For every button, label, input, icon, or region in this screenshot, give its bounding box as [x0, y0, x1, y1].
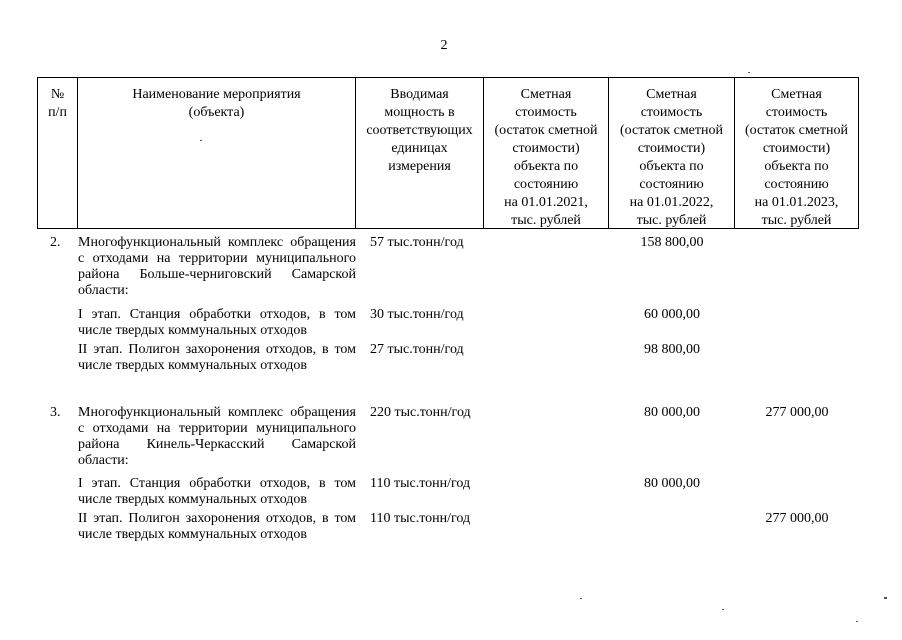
scan-speck — [884, 597, 887, 599]
header-cost-2021 — [484, 77, 609, 229]
header-name-text: Наименование мероприятия (объекта) — [132, 87, 301, 120]
header-cost-2021-text: Сметная стоимость (остаток сметной стоимости) объекта по состоянию на 01.01.2021, тыс. рублей — [494, 87, 598, 228]
header-cost-2023-text: Сметная стоимость (остаток сметной стоимости) объекта по состоянию на 01.01.2023, тыс. рублей — [745, 87, 848, 228]
header-cost-2022 — [609, 77, 735, 229]
row-cost-2022: 80 000,00 — [644, 476, 700, 491]
row-name: II этап. Полигон захоронения отходов, в том числе твердых коммунальных отходов — [78, 342, 356, 373]
header-cost-2022-text: Сметная стоимость (остаток сметной стоимости) объекта по состоянию на 01.01.2022, тыс. рублей — [620, 87, 723, 228]
row-capacity: 110 тыс.тонн/год — [370, 476, 471, 491]
row-cost-2023: 277 000,00 — [765, 511, 829, 526]
scan-speck — [722, 609, 724, 610]
scan-speck — [748, 72, 750, 73]
row-name: Многофункциональный комплекс обращения с отходами на территории муниципального района Кинель-Черкасский Самарской области: — [78, 405, 356, 468]
header-name — [78, 77, 356, 229]
header-capacity — [356, 77, 484, 229]
row-name: II этап. Полигон захоронения отходов, в том числе твердых коммунальных отходов — [78, 511, 356, 542]
header-number — [37, 77, 78, 229]
header-number-text: № п/п — [48, 87, 67, 120]
row-cost-2022: 60 000,00 — [644, 307, 700, 322]
row-capacity: 110 тыс.тонн/год — [370, 511, 471, 526]
row-capacity: 57 тыс.тонн/год — [370, 235, 464, 250]
header-cost-2023 — [735, 77, 859, 229]
row-number: 3. — [50, 405, 61, 420]
row-name: I этап. Станция обработки отходов, в том числе твердых коммунальных отходов — [78, 476, 356, 507]
row-number: 2. — [50, 235, 61, 250]
scan-speck — [856, 621, 858, 622]
scan-speck — [580, 598, 582, 599]
row-cost-2022: 158 800,00 — [640, 235, 704, 250]
row-name: I этап. Станция обработки отходов, в том числе твердых коммунальных отходов — [78, 307, 356, 338]
row-name: Многофункциональный комплекс обращения с отходами на территории муниципального района Больше-черниговский Самарской области: — [78, 235, 356, 298]
row-cost-2022: 80 000,00 — [644, 405, 700, 420]
row-cost-2022: 98 800,00 — [644, 342, 700, 357]
row-cost-2023: 277 000,00 — [765, 405, 829, 420]
header-capacity-text: Вводимая мощность в соответствующих единицах измерения — [366, 87, 473, 174]
row-capacity: 27 тыс.тонн/год — [370, 342, 464, 357]
row-capacity: 30 тыс.тонн/год — [370, 307, 464, 322]
scan-speck — [200, 140, 202, 141]
row-capacity: 220 тыс.тонн/год — [370, 405, 471, 420]
page-number: 2 — [440, 38, 448, 53]
